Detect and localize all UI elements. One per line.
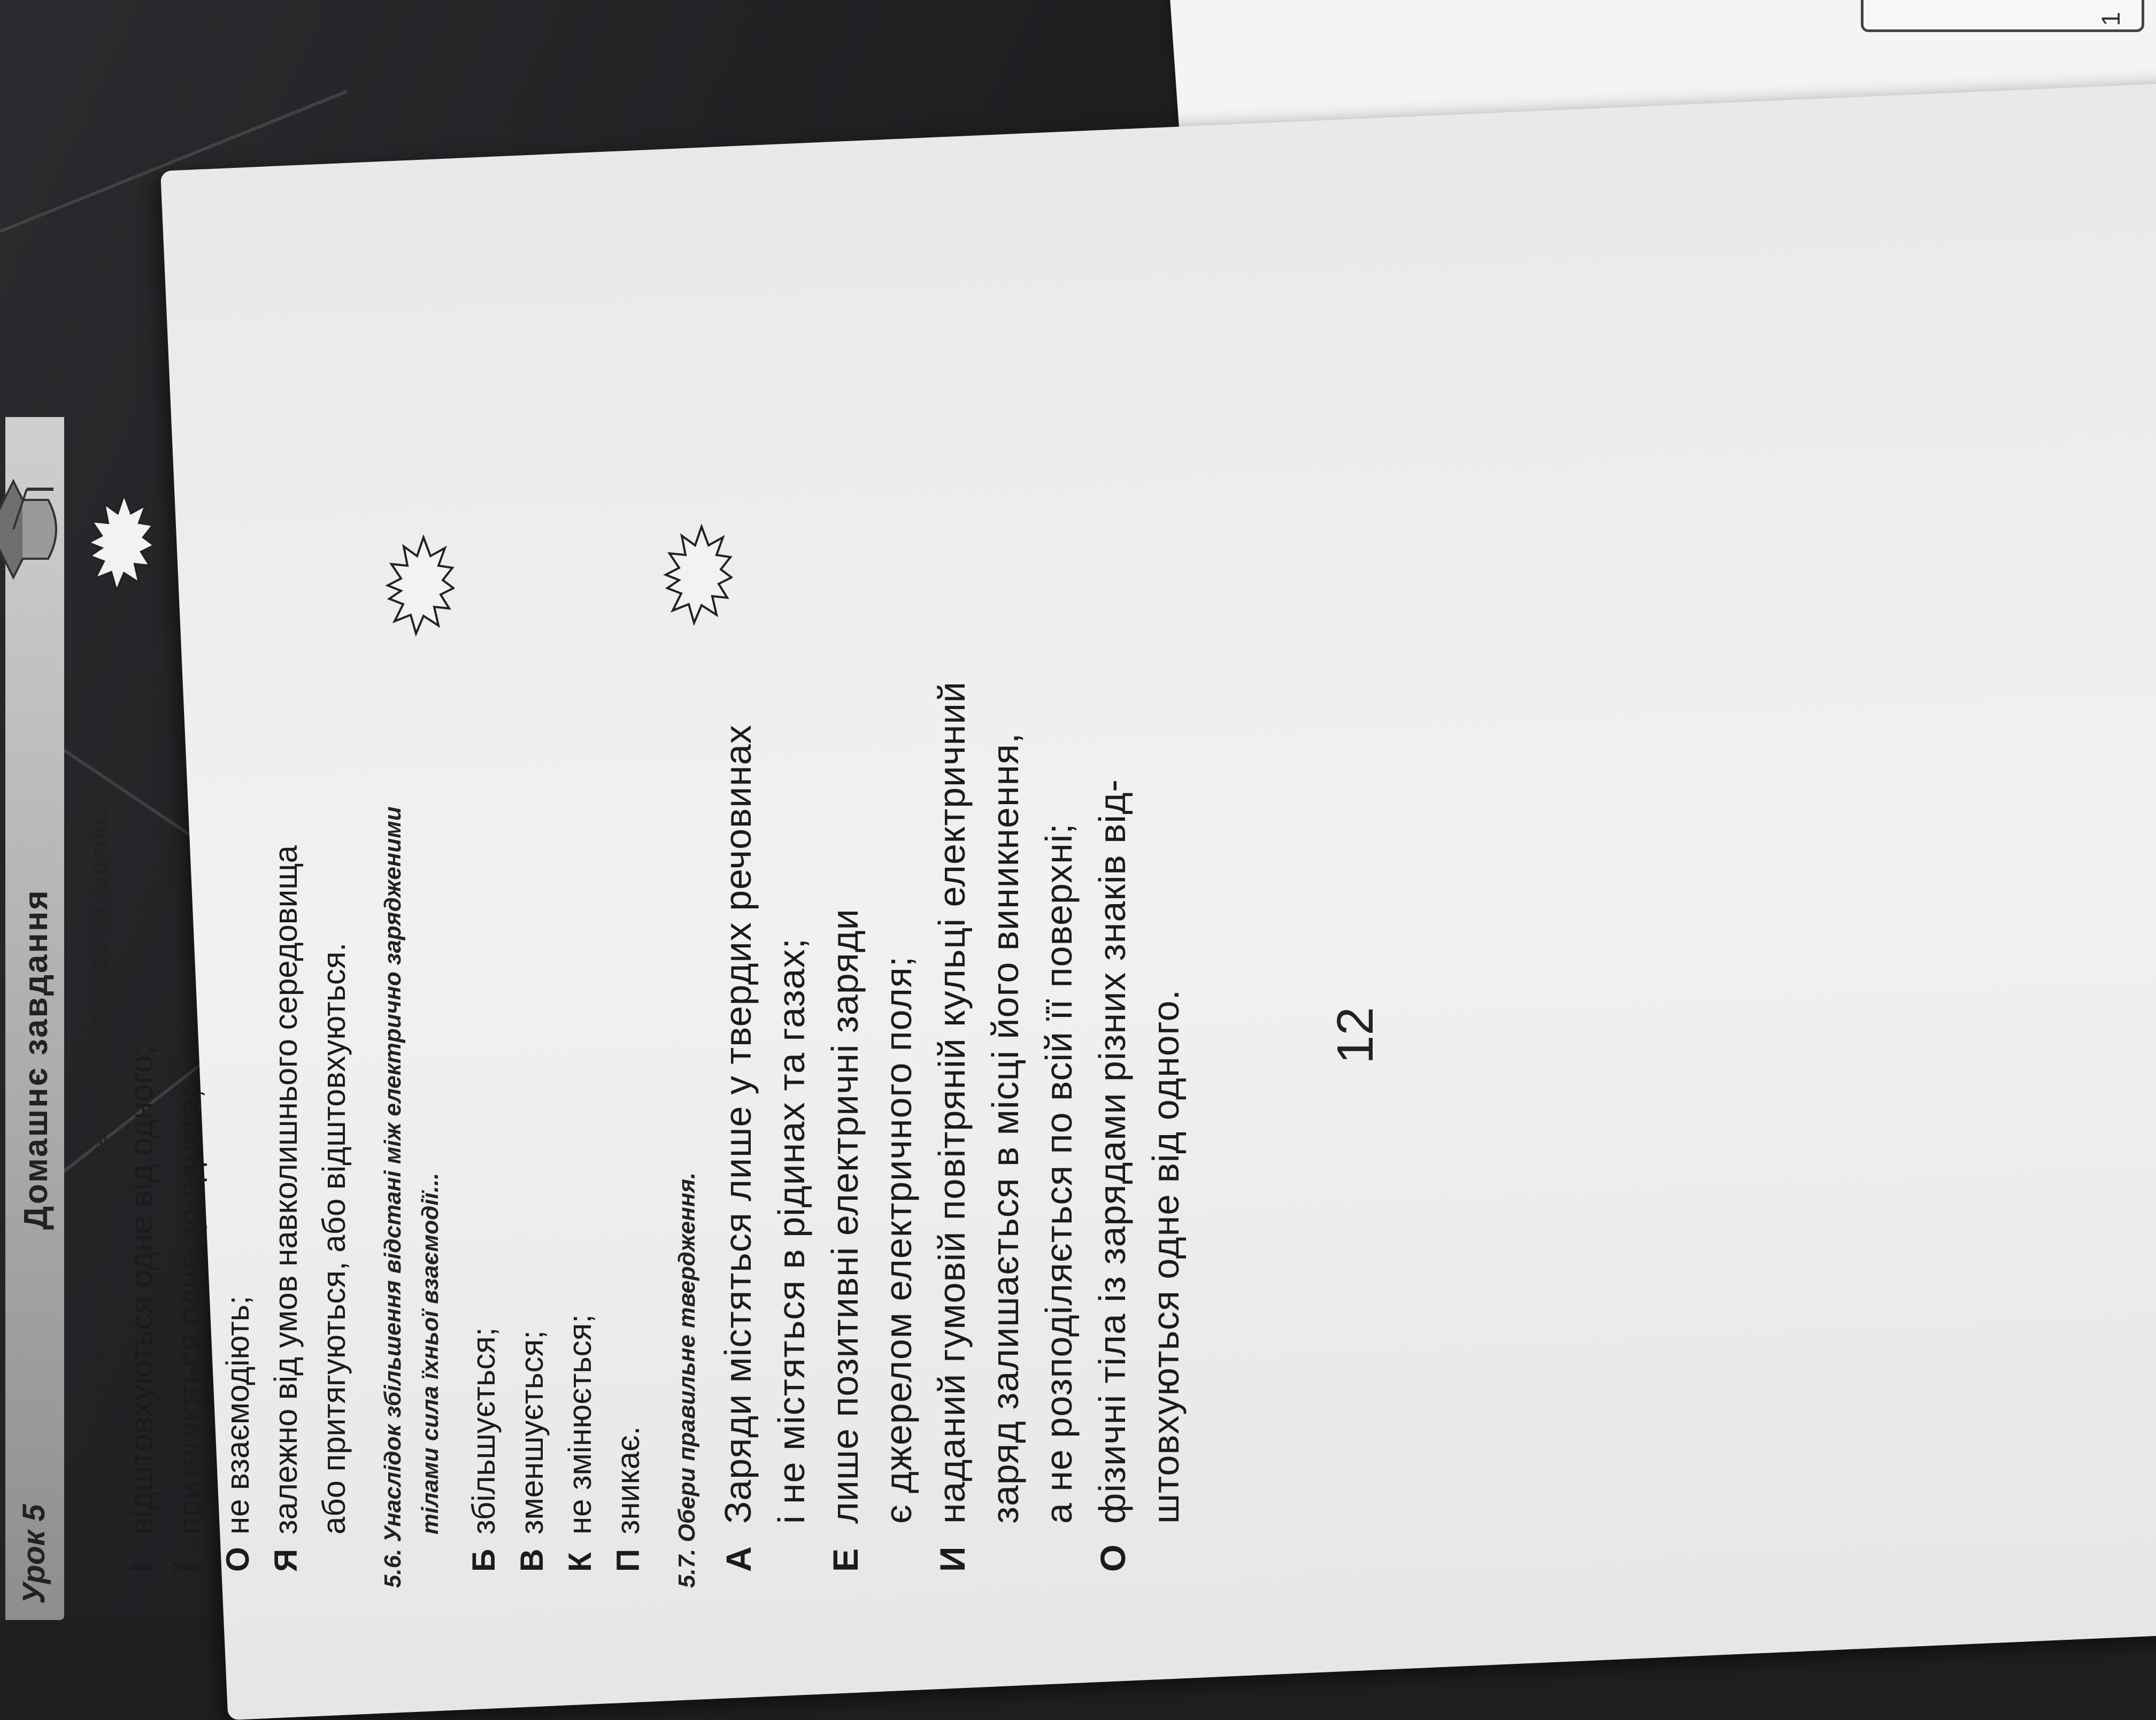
lesson-label: Урок 5 [17, 1504, 51, 1604]
graduation-cap-icon [0, 476, 70, 583]
task-5-6-title-cont: тілами сила їхньої взаємодії... [417, 1173, 443, 1534]
task-5-7-option-e: Елише позитивні електричні заряди [824, 908, 866, 1572]
task-5-7-option-o-cont: штовхуються одне від одного. [1145, 989, 1187, 1524]
task-5-7-option-y: Инаданий гумовій повітряній кульці електричний [931, 681, 973, 1572]
task-5-7-option-e-cont: є джерелом електричного поля; [877, 955, 919, 1524]
task-5-6-title: 5.6. Унаслідок збільшення відстані між електрично зарядженими [380, 806, 406, 1588]
task-5-7-option-a-cont: і не містяться в рідинах та газах; [771, 938, 812, 1524]
answer-burst-icon [86, 492, 155, 593]
task-5-7-option-y-cont2: а не розподіляється по всій її поверхні; [1038, 823, 1080, 1524]
task-5-7-title: 5.7. Обери правильне твердження. [674, 1172, 700, 1588]
task-5-5-option-ya: Язалежно від умов навколишнього середовища [268, 845, 304, 1572]
task-5-6-option-p: Пзникає. [610, 1426, 646, 1572]
task-5-6-option-v: Взменшується; [514, 1330, 550, 1572]
task-5-5-option-yi: Їпритягуються одне до одного; [172, 1089, 207, 1572]
section-title: Домашнє завдання [18, 889, 55, 1230]
task-5-5-option-ya-cont: або притягуються, або відштовхуються. [316, 942, 352, 1534]
task-5-7-option-a: АЗаряди містяться лише у твердих речовинах [717, 724, 759, 1572]
page-content [5, 412, 1422, 1620]
task-5-5-option-o: Оне взаємодіють; [220, 1295, 256, 1572]
task-5-6-option-k: Кне змінюється; [562, 1314, 598, 1572]
task-5-5-option-i: Івідштовхуються одне від одного; [124, 1046, 159, 1572]
task-5-6-option-b: Бзбільшується; [466, 1327, 502, 1572]
task-5-7-option-o: Офізичні тіла із зарядами різних знаків від- [1091, 778, 1133, 1572]
task-5-7-option-y-cont1: заряд залишається в місці його виникнення, [984, 732, 1026, 1524]
next-page-number: 1 [2097, 12, 2126, 26]
answer-burst-icon [663, 524, 733, 626]
answer-burst-icon [385, 535, 455, 636]
task-5-5-title: 5.5. Два фізичних тіла, що мають негативні електричні заряди... [86, 799, 112, 1588]
page-number: 12 [1327, 1007, 1384, 1064]
header-bar [5, 417, 64, 1620]
